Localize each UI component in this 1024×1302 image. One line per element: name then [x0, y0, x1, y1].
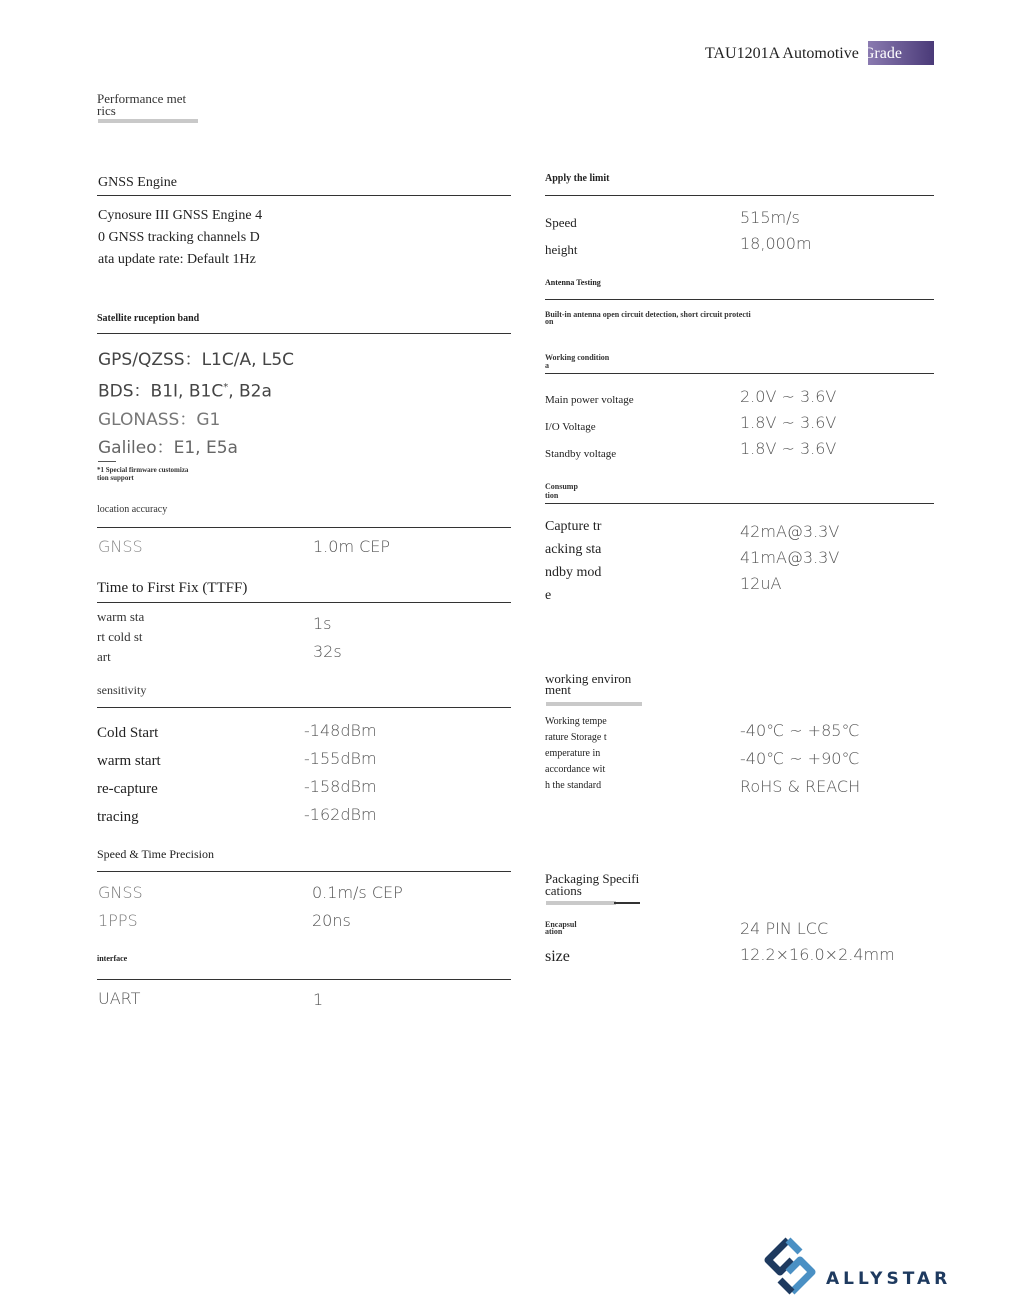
sensitivity-value: -155dBm	[304, 749, 377, 768]
apply-limit-value: 515m/s	[740, 208, 800, 227]
location-accuracy-label: GNSS	[98, 537, 143, 556]
speed-time-title: Speed & Time Precision	[97, 847, 215, 861]
interface-value: 1	[313, 990, 324, 1009]
apply-limit-label: Speed	[545, 215, 577, 230]
interface-label: UART	[98, 989, 141, 1008]
environment-title-line: working environ	[545, 671, 632, 686]
sensitivity-value: -162dBm	[304, 805, 377, 824]
antenna-title: Antenna Testing	[545, 278, 601, 287]
band-name: Galileo	[98, 437, 157, 458]
allystar-logo-icon	[758, 1234, 822, 1298]
document-grade: Grade	[862, 45, 902, 62]
gnss-engine-title: GNSS Engine	[98, 175, 177, 190]
apply-limit-divider	[545, 195, 934, 196]
consumption-label: acking sta	[545, 542, 602, 557]
band-value: G1	[196, 409, 221, 430]
working-condition-value: 1.8V ~ 3.6V	[740, 413, 837, 432]
antenna-divider	[545, 299, 934, 300]
location-accuracy-value: 1.0m CEP	[313, 537, 391, 556]
apply-limit-labels	[545, 209, 578, 263]
band-footnote-marker: *	[223, 382, 229, 393]
antenna-description	[545, 311, 751, 325]
sensitivity-value: -158dBm	[304, 777, 377, 796]
gnss-engine-line: ata update rate: Default 1Hz	[98, 252, 256, 267]
sensitivity-divider	[97, 707, 511, 708]
working-condition-label: Standby voltage	[545, 448, 617, 460]
band-name: GPS/QZSS	[98, 350, 185, 370]
working-condition-value: 2.0V ~ 3.6V	[740, 387, 837, 406]
band-separator: ：	[179, 409, 197, 430]
size-label: size	[545, 948, 570, 965]
consumption-divider	[545, 503, 934, 504]
apply-limit-values	[740, 205, 812, 257]
speed-time-label: GNSS	[98, 883, 143, 902]
consumption-label: ndby mod	[545, 565, 602, 580]
encapsulation-label-line: Encapsul	[545, 920, 577, 929]
sensitivity-label: warm start	[97, 753, 161, 769]
location-accuracy-divider	[97, 527, 511, 528]
environment-title-underline	[546, 702, 642, 706]
ttff-label: rt cold st	[97, 629, 143, 644]
environment-value: -40℃ ~ +90℃	[740, 749, 860, 768]
section-title	[97, 93, 186, 117]
speed-time-labels	[98, 879, 143, 935]
gnss-engine-line: Cynosure III GNSS Engine 4	[98, 208, 263, 223]
sensitivity-label: tracing	[97, 809, 139, 825]
sensitivity-value: -148dBm	[304, 721, 377, 740]
ttff-label: art	[97, 649, 111, 664]
ttff-values	[313, 610, 342, 666]
environment-value: -40℃ ~ +85℃	[740, 721, 860, 740]
ttff-title: Time to First Fix (TTFF)	[97, 580, 248, 596]
consumption-title-line: tion	[545, 491, 559, 500]
antenna-text-line: on	[545, 317, 554, 326]
packaging-value: 24 PIN LCC	[740, 919, 829, 938]
ttff-divider	[97, 602, 511, 603]
working-condition-divider	[545, 373, 934, 374]
brand-name: ALLYSTAR	[826, 1269, 952, 1289]
interface-title: interface	[97, 954, 128, 963]
packaging-value: 12.2×16.0×2.4mm	[740, 945, 895, 964]
working-condition-value: 1.8V ~ 3.6V	[740, 439, 837, 458]
ttff-labels	[97, 607, 144, 667]
consumption-label: e	[545, 588, 552, 603]
sensitivity-label: re-capture	[97, 781, 158, 797]
consumption-value: 41mA@3.3V	[740, 548, 840, 567]
encapsulation-label	[545, 921, 577, 935]
working-condition-title	[545, 354, 609, 370]
working-condition-title-line: a	[545, 361, 549, 370]
packaging-title-line: Packaging Specifi	[545, 871, 640, 886]
speed-time-divider	[97, 871, 511, 872]
environment-label: rature Storage t	[545, 732, 607, 743]
working-condition-values	[740, 384, 836, 462]
band-row-bds	[98, 374, 294, 406]
environment-title-line: ment	[545, 682, 571, 697]
consumption-label: Capture tr	[545, 519, 602, 534]
band-value: E1, E5a	[173, 437, 238, 458]
speed-time-label: 1PPS	[98, 911, 138, 930]
section-title-underline	[98, 119, 198, 123]
document-title-text: TAU1201A Automotive	[705, 45, 859, 62]
working-condition-labels	[545, 387, 634, 468]
gnss-engine-divider	[97, 195, 511, 196]
consumption-title-line: Consump	[545, 482, 578, 491]
packaging-title-line: cations	[545, 883, 582, 898]
band-footnote-line: tion support	[97, 474, 134, 482]
environment-value: RoHS & REACH	[740, 777, 861, 796]
section-title-line2: rics	[97, 103, 116, 118]
band-value: L1C/A, L5C	[201, 350, 295, 370]
ttff-value: 32s	[313, 642, 342, 661]
working-condition-title-line: Working condition	[545, 353, 610, 362]
environment-labels	[545, 714, 607, 794]
ttff-label: warm sta	[97, 609, 145, 624]
sensitivity-title: sensitivity	[97, 683, 147, 697]
band-row-gps	[98, 346, 294, 374]
consumption-values	[740, 519, 839, 597]
satellite-band-divider	[97, 333, 511, 334]
footnote-rule	[98, 461, 116, 462]
band-name: BDS	[98, 381, 134, 402]
gnss-engine-line: 0 GNSS tracking channels D	[98, 230, 260, 245]
speed-time-values	[312, 879, 403, 935]
band-row-galileo	[98, 434, 294, 462]
band-name: GLONASS	[98, 409, 180, 430]
packaging-title-underline-dark	[614, 902, 640, 904]
consumption-value: 12uA	[740, 574, 782, 593]
apply-limit-label: height	[545, 242, 578, 257]
working-condition-label: Main power voltage	[545, 394, 634, 406]
band-footnote-line: *1 Special firmware customiza	[97, 466, 189, 474]
sensitivity-label: Cold Start	[97, 725, 159, 741]
packaging-title	[545, 873, 639, 897]
band-row-glonass	[98, 406, 294, 434]
consumption-title	[545, 482, 578, 500]
working-condition-label: I/O Voltage	[545, 421, 596, 433]
band-value-extra: , B2a	[228, 381, 272, 402]
apply-limit-value: 18,000m	[740, 234, 812, 253]
environment-values	[740, 717, 860, 801]
environment-title	[545, 673, 631, 695]
band-footnote	[97, 466, 188, 482]
band-separator: ：	[184, 350, 202, 370]
band-separator: ：	[156, 437, 174, 458]
consumption-labels	[545, 515, 601, 607]
antenna-text-line: Built-in antenna open circuit detection, short circuit protecti	[545, 310, 751, 319]
document-title	[705, 45, 902, 63]
encapsulation-label-line: ation	[545, 927, 563, 936]
environment-label: emperature in	[545, 748, 601, 759]
sensitivity-labels	[97, 719, 161, 831]
environment-label: h the standard	[545, 780, 602, 791]
speed-time-value: 0.1m/s CEP	[312, 883, 403, 902]
sensitivity-values	[304, 717, 377, 829]
location-accuracy-title: location accuracy	[97, 504, 168, 515]
apply-limit-title: Apply the limit	[545, 173, 610, 184]
packaging-values	[740, 916, 895, 968]
gnss-engine-description	[98, 205, 262, 271]
consumption-value: 42mA@3.3V	[740, 522, 840, 541]
environment-label: Working tempe	[545, 716, 607, 727]
environment-label: accordance wit	[545, 764, 606, 775]
satellite-band-list	[98, 346, 294, 462]
speed-time-value: 20ns	[312, 911, 351, 930]
ttff-value: 1s	[313, 614, 332, 633]
packaging-title-underline	[546, 901, 616, 905]
band-value: B1I, B1C	[150, 381, 224, 402]
satellite-band-title: Satellite ruception band	[97, 313, 200, 324]
band-separator: ：	[133, 381, 151, 402]
section-title-line1: Performance met	[97, 91, 187, 106]
interface-divider	[97, 979, 511, 980]
